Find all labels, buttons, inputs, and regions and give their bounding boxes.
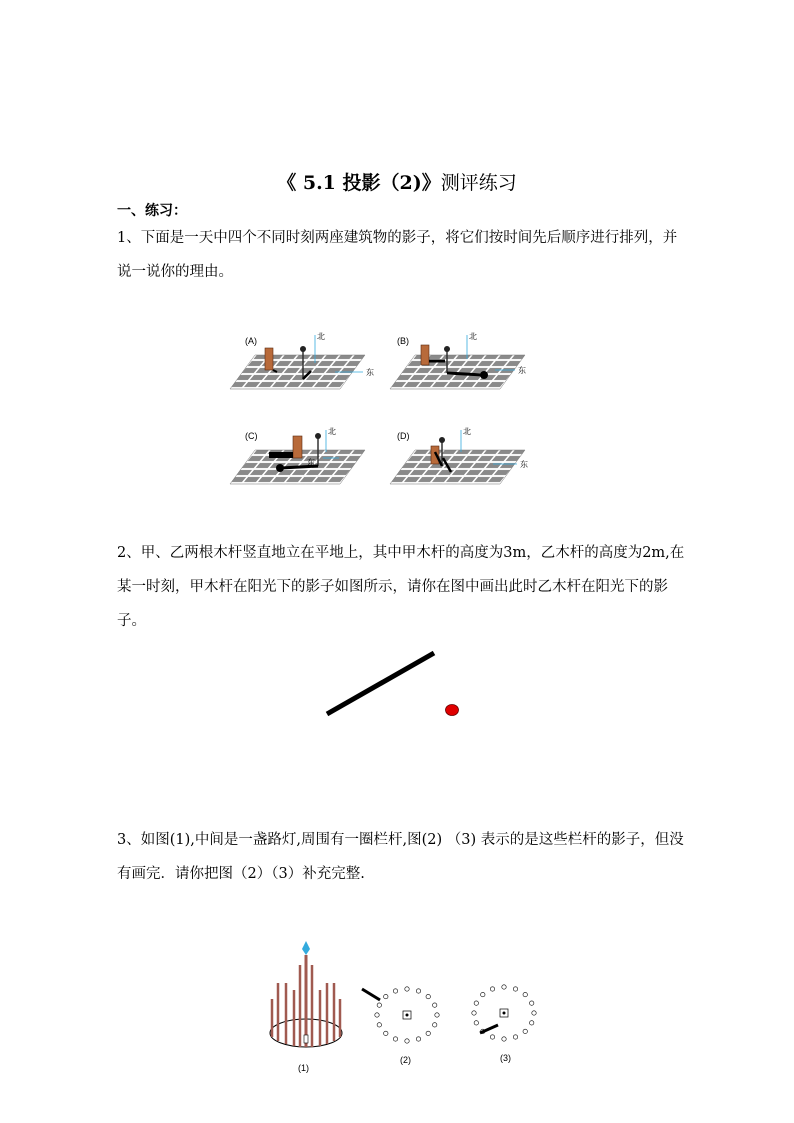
fence-post xyxy=(433,1003,437,1007)
lamp-center-dot xyxy=(406,1014,409,1017)
fence-post xyxy=(530,1001,534,1005)
figure-2 xyxy=(362,987,439,1065)
page-title xyxy=(0,168,794,195)
fence-post xyxy=(490,1035,494,1039)
fence-post xyxy=(513,1035,517,1039)
fence-post xyxy=(532,1011,536,1015)
fence-post xyxy=(377,1003,381,1007)
fence-post xyxy=(405,987,409,991)
question-3-text: 3、如图(1),中间是一盏路灯,周围有一圈栏杆,图(2) （3) 表示的是这些栏杆的影子，但没有画完．请你把图（2）（3）补充完整. xyxy=(117,832,684,882)
lamp-center-dot xyxy=(503,1012,506,1015)
panel-d xyxy=(390,426,528,484)
fence-post xyxy=(416,1037,420,1041)
east-label: 东 xyxy=(366,368,374,377)
figure-1 xyxy=(270,941,342,1073)
fence-post xyxy=(377,1023,381,1027)
building-icon xyxy=(421,345,429,365)
fence-post xyxy=(481,992,485,996)
east-label: 东 xyxy=(307,458,315,467)
fence-post xyxy=(426,1031,430,1035)
ground-grid xyxy=(390,355,525,389)
fence-post xyxy=(375,1013,379,1017)
fence-post xyxy=(435,1013,439,1017)
fence-post xyxy=(405,1039,409,1043)
north-label: 北 xyxy=(463,427,471,436)
title-main: 《 5.1 投影（2)》 xyxy=(277,172,441,194)
panel-c xyxy=(230,426,365,484)
panel-label: (B) xyxy=(397,336,409,346)
section-heading: 一、练习： xyxy=(117,203,187,219)
panel-label: (A) xyxy=(245,336,257,346)
east-label: 东 xyxy=(518,366,526,375)
fence-post xyxy=(513,987,517,991)
fence-post xyxy=(416,989,420,993)
fence-post xyxy=(426,994,430,998)
tower-top-icon xyxy=(439,437,445,443)
building-icon xyxy=(293,436,302,458)
rail-shadow xyxy=(362,989,380,1000)
shadow-end xyxy=(480,371,488,379)
fence-post xyxy=(474,1021,478,1025)
q3-figure xyxy=(260,935,560,1075)
lamp-base xyxy=(304,1035,308,1043)
tower-top-icon xyxy=(300,346,306,352)
panel-b xyxy=(390,331,526,389)
title-suffix: 测评练习 xyxy=(440,172,517,194)
fence-post xyxy=(433,1023,437,1027)
fence-post xyxy=(384,994,388,998)
fence-post xyxy=(384,1031,388,1035)
tower-top-icon xyxy=(444,346,450,352)
fence-post xyxy=(502,985,506,989)
figure-3 xyxy=(472,985,536,1063)
fence-post xyxy=(472,1011,476,1015)
shadow-end xyxy=(276,464,284,472)
q2-figure xyxy=(320,645,470,725)
north-label: 北 xyxy=(469,332,477,341)
ground-grid xyxy=(390,450,525,484)
pole-shadow xyxy=(327,653,434,714)
north-label: 北 xyxy=(317,332,325,341)
north-label: 北 xyxy=(328,427,336,436)
fence-post xyxy=(474,1001,478,1005)
fence-post xyxy=(523,1029,527,1033)
panel-a xyxy=(230,331,374,389)
fence-post xyxy=(523,992,527,996)
shadow-line xyxy=(447,373,483,375)
fence-post xyxy=(502,1037,506,1041)
question-1-text: 1、下面是一天中四个不同时刻两座建筑物的影子，将它们按时间先后顺序进行排列，并说一说你的理由。 xyxy=(117,230,678,280)
figure-label: (2) xyxy=(400,1055,411,1065)
tower-top-icon xyxy=(315,433,321,439)
east-label: 东 xyxy=(520,460,528,469)
shadow-block xyxy=(269,452,293,458)
panel-label: (D) xyxy=(397,431,410,441)
fence-post xyxy=(490,987,494,991)
pole-base-dot xyxy=(446,705,459,716)
fence-post xyxy=(393,1037,397,1041)
fence-post xyxy=(393,989,397,993)
panel-label: (C) xyxy=(245,431,258,441)
q1-figure xyxy=(225,325,545,495)
lamp-icon xyxy=(302,941,310,955)
figure-label: (1) xyxy=(298,1063,309,1073)
fence-post xyxy=(530,1021,534,1025)
building-icon xyxy=(265,348,273,370)
figure-label: (3) xyxy=(500,1053,511,1063)
question-2-text: 2、甲、乙两根木杆竖直地立在平地上，其中甲木杆的高度为3m，乙木杆的高度为2m,在某一时刻，甲木杆在阳光下的影子如图所示，请你在图中画出此时乙木杆在阳光下的影子。 xyxy=(117,545,685,629)
